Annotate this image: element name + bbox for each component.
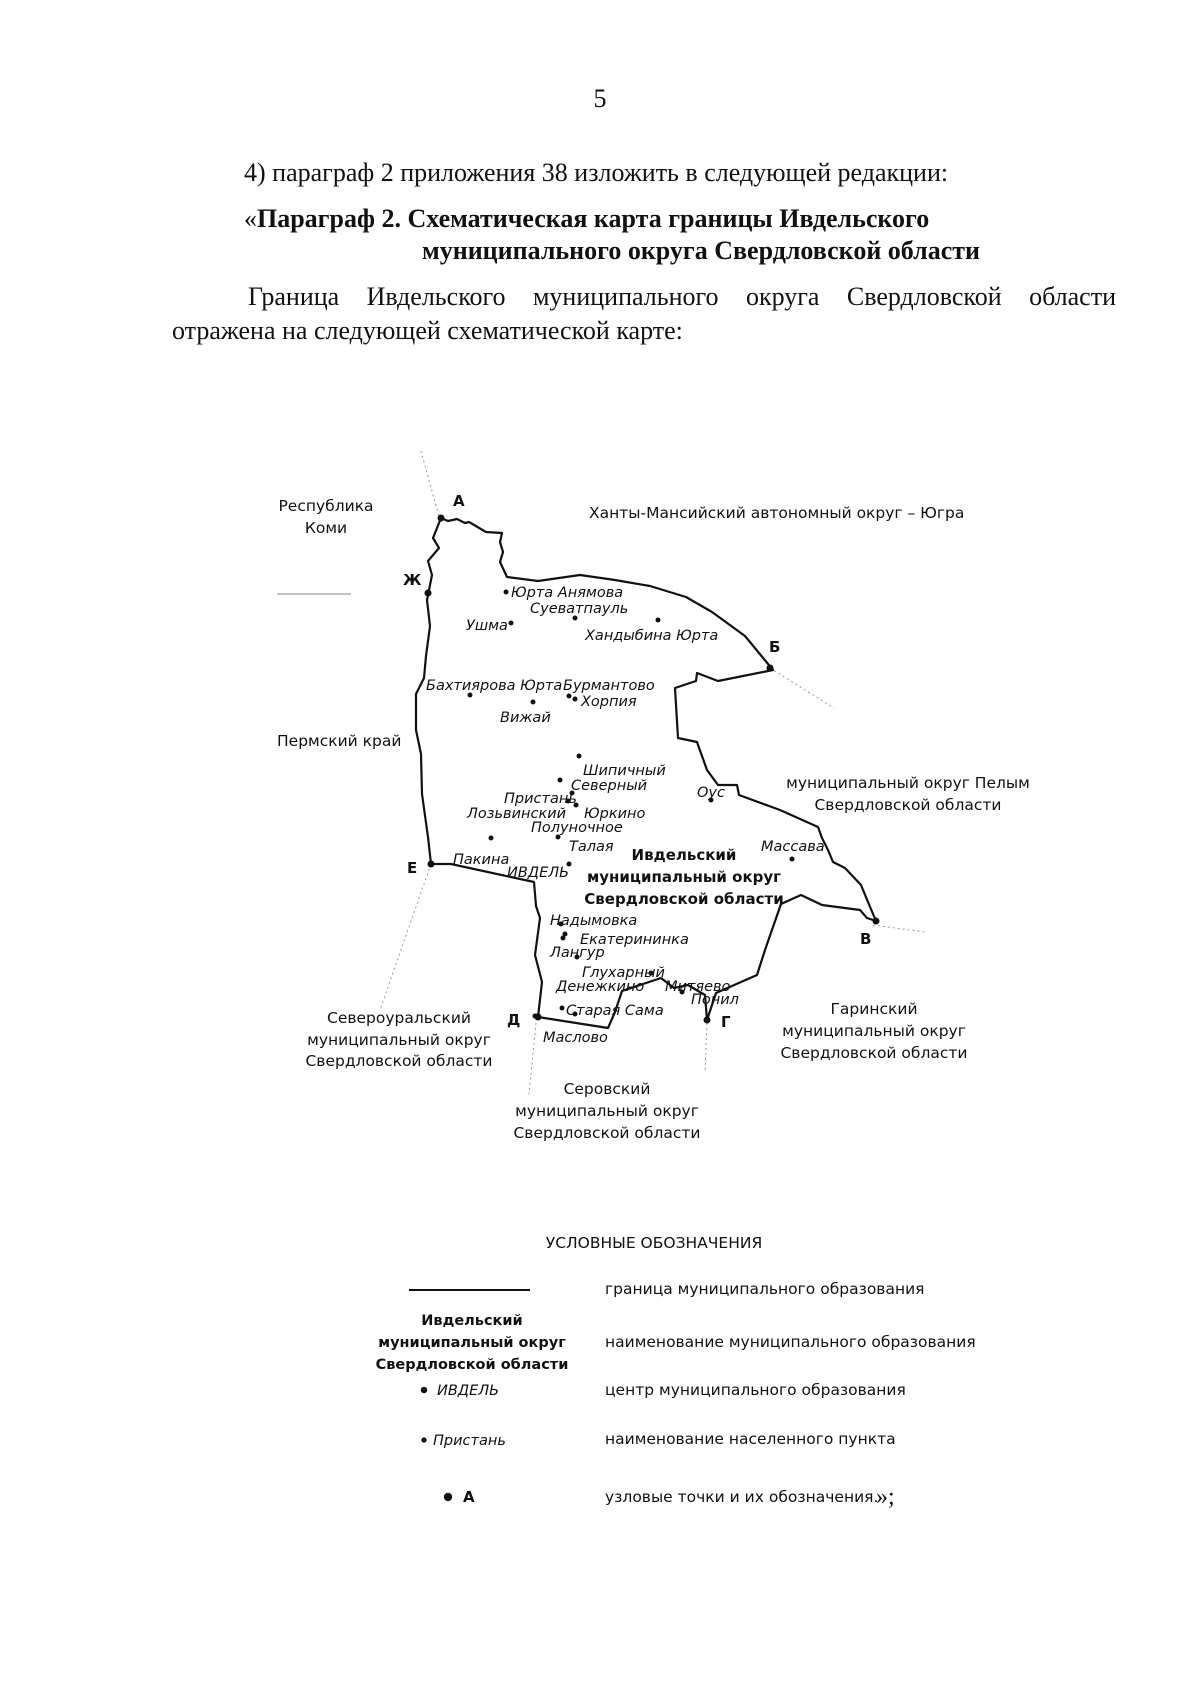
legend-name-sample-line3: Свердловской области <box>375 1357 569 1373</box>
settlement-burmantovo: Бурмантово <box>563 678 655 694</box>
settlement-polunochnoe: Полуночное <box>531 820 623 836</box>
legend-settlement-dot <box>421 1437 426 1442</box>
settlement-nadymovka: Надымовка <box>550 913 638 929</box>
garinsky-label-line2: муниципальный округ <box>782 1022 966 1040</box>
node-d-label: Д <box>507 1011 521 1029</box>
node-e-point <box>428 861 435 868</box>
komi-label-line1: Республика <box>278 497 374 515</box>
settlement-mityaevo: Митяево <box>665 979 731 995</box>
serov-label-line3: Свердловской области <box>513 1124 701 1142</box>
intro-line2: отражена на следующей схематической карте: <box>172 316 683 345</box>
settlement-langur: Лангур <box>550 945 605 961</box>
severouralsk-label-line1: Североуральский <box>327 1009 471 1027</box>
settlement-yurta-anyamova: Юрта Анямова <box>511 585 624 601</box>
node-v-point <box>873 918 880 925</box>
settlement-pristan: Пристань <box>504 791 577 807</box>
serov-label-line1: Серовский <box>563 1080 651 1098</box>
garinsky-label-line1: Гаринский <box>830 1000 918 1018</box>
page-number: 5 <box>593 84 607 113</box>
severouralsk-label-line3: Свердловской области <box>305 1052 493 1070</box>
instruction-text: 4) параграф 2 приложения 38 изложить в следующей редакции: <box>244 158 949 187</box>
legend-boundary-desc: граница муниципального образования <box>605 1280 925 1298</box>
node-g-label: Г <box>721 1013 731 1031</box>
legend-name-sample-line2: муниципальный округ <box>378 1335 566 1351</box>
node-v-label: В <box>860 930 872 948</box>
settlement-gluharny: Глухарный <box>582 965 665 981</box>
settlement-yurkino: Юркино <box>584 806 646 822</box>
legend-node-desc: узловые точки и их обозначения. <box>605 1488 879 1506</box>
node-g-point <box>704 1017 711 1024</box>
legend-center-sample: ИВДЕЛЬ <box>437 1383 500 1399</box>
settlement-staraya-sama: Старая Сама <box>566 1003 664 1019</box>
legend-name-sample-line1: Ивдельский <box>421 1313 523 1329</box>
node-b-label: Б <box>769 638 781 656</box>
pelym-label-line1: муниципальный округ Пелым <box>786 774 1030 792</box>
settlement-shipichny: Шипичный <box>583 763 666 779</box>
settlement-horpiya: Хорпия <box>581 694 637 710</box>
intro-line1: Граница Ивдельского муниципального округа Свердловской области <box>248 282 1116 311</box>
node-zh-point <box>425 590 432 597</box>
settlement-denezhkino: Денежкино <box>556 979 645 995</box>
node-zh-label: Ж <box>403 571 422 589</box>
district-label-line3: Свердловской области <box>584 890 784 908</box>
node-e-label: Е <box>407 859 418 877</box>
settlement-massava: Массава <box>761 839 825 855</box>
komi-label-line2: Коми <box>304 519 348 537</box>
settlement-bahtiyarova: Бахтиярова Юрта <box>426 678 563 694</box>
settlement-ous: Оус <box>697 785 725 801</box>
settlement-ushma: Ушма <box>466 618 508 634</box>
node-a-point <box>438 515 445 522</box>
legend-node-sample: А <box>463 1488 475 1506</box>
settlement-lozvinsky: Лозьвинский <box>467 806 567 822</box>
center-ivdel-label: ИВДЕЛЬ <box>507 865 570 881</box>
serov-label-line2: муниципальный округ <box>515 1102 699 1120</box>
open-quote: « <box>244 204 257 233</box>
district-label-line1: Ивдельский <box>631 846 737 864</box>
perm-label: Пермский край <box>277 732 402 750</box>
khmao-label: Ханты-Мансийский автономный округ – Югра <box>589 504 965 522</box>
district-label-line2: муниципальный округ <box>587 868 781 886</box>
settlement-talaya: Талая <box>569 839 614 855</box>
legend-node-dot <box>444 1493 452 1501</box>
legend-title: УСЛОВНЫЕ ОБОЗНАЧЕНИЯ <box>545 1234 763 1252</box>
settlement-ekaterininka: Екатерининка <box>580 932 689 948</box>
legend-settlement-desc: наименование населенного пункта <box>605 1430 896 1448</box>
closing-quote: »; <box>876 1484 895 1510</box>
legend-name-desc: наименование муниципального образования <box>605 1333 976 1351</box>
garinsky-label-line3: Свердловской области <box>780 1044 968 1062</box>
settlement-severny: Северный <box>571 778 648 794</box>
legend-center-desc: центр муниципального образования <box>605 1381 906 1399</box>
settlement-pakina: Пакина <box>453 852 510 868</box>
heading-line1-text: Параграф 2. Схематическая карта границы Ивдельского <box>257 204 930 233</box>
settlement-suevatpaul: Суеватпауль <box>530 601 629 617</box>
node-a-label: А <box>453 492 465 510</box>
settlement-handybina: Хандыбина Юрта <box>585 628 719 644</box>
paragraph-heading-line2: муниципального округа Свердловской области <box>422 236 981 265</box>
settlement-ponil: Понил <box>691 992 739 1008</box>
node-b-point <box>767 665 774 672</box>
legend-settlement-sample: Пристань <box>433 1433 506 1449</box>
settlement-maslovo: Маслово <box>543 1030 608 1046</box>
pelym-label-line2: Свердловской области <box>814 796 1002 814</box>
legend-center-dot <box>421 1387 427 1393</box>
severouralsk-label-line2: муниципальный округ <box>307 1031 491 1049</box>
settlement-vizhay: Вижай <box>500 710 551 726</box>
